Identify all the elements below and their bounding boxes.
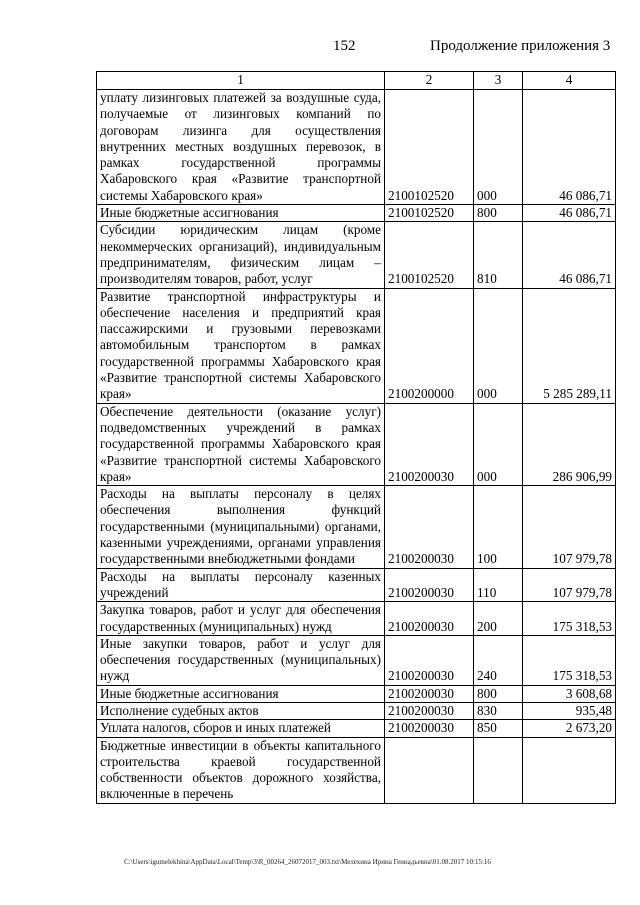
row-description: Расходы на выплаты персоналу в целях обеспечения выполнения функций государственными (муниципальными) органами, казенными учреждениями, органами управления государственными внебюджетными фондами <box>97 486 385 568</box>
row-target-code: 2100200030 <box>385 486 474 568</box>
row-expense-group: 110 <box>474 568 523 602</box>
row-description: Закупка товаров, работ и услуг для обеспечения государственных (муниципальных) нужд <box>97 602 385 636</box>
footer-file-path: C:\Users\igumelekhina\AppData\Local\Temp\3\R_00264_26072017_003.txt\Мелехина Ирина Геннадьевна\01.08.2017 10:15:16 <box>124 858 491 866</box>
row-target-code: 2100200030 <box>385 635 474 685</box>
row-description: Бюджетные инвестиции в объекты капитального строительства краевой государственной собственности объектов дорожного хозяйства, включенные в перечень <box>97 737 385 803</box>
row-description: Уплата налогов, сборов и иных платежей <box>97 720 385 737</box>
row-amount: 46 086,71 <box>523 90 616 205</box>
column-header-1: 1 <box>97 72 385 90</box>
row-amount: 5 285 289,11 <box>523 288 616 403</box>
appendix-caption: Продолжение приложения 3 <box>430 38 611 54</box>
row-amount: 175 318,53 <box>523 602 616 636</box>
row-target-code: 2100200030 <box>385 602 474 636</box>
row-description: Исполнение судебных актов <box>97 702 385 719</box>
row-expense-group: 000 <box>474 90 523 205</box>
table-row <box>97 222 616 288</box>
table-row <box>97 90 616 205</box>
row-amount <box>523 737 616 803</box>
row-target-code: 2100102520 <box>385 90 474 205</box>
row-amount: 175 318,53 <box>523 635 616 685</box>
table-row <box>97 486 616 568</box>
table-row <box>97 288 616 403</box>
column-header-2: 2 <box>385 72 474 90</box>
row-expense-group: 000 <box>474 403 523 485</box>
table-header-row <box>97 72 616 90</box>
column-header-3: 3 <box>474 72 523 90</box>
row-target-code: 2100200030 <box>385 403 474 485</box>
table-row <box>97 568 616 602</box>
row-target-code: 2100200030 <box>385 685 474 702</box>
row-description: Иные закупки товаров, работ и услуг для обеспечения государственных (муниципальных) нужд <box>97 635 385 685</box>
column-header-4: 4 <box>523 72 616 90</box>
row-expense-group: 800 <box>474 685 523 702</box>
row-target-code: 2100200030 <box>385 720 474 737</box>
row-expense-group: 800 <box>474 205 523 222</box>
row-description: Обеспечение деятельности (оказание услуг) подведомственных учреждений в рамках государственной программы Хабаровского края «Развитие транспортной системы Хабаровского края» <box>97 403 385 485</box>
row-target-code: 2100200030 <box>385 568 474 602</box>
table-row <box>97 403 616 485</box>
table-row <box>97 685 616 702</box>
row-amount: 2 673,20 <box>523 720 616 737</box>
row-amount: 46 086,71 <box>523 222 616 288</box>
page-number: 152 <box>333 38 356 54</box>
row-target-code: 2100102520 <box>385 205 474 222</box>
table-row <box>97 602 616 636</box>
row-expense-group: 100 <box>474 486 523 568</box>
row-expense-group: 850 <box>474 720 523 737</box>
row-expense-group <box>474 737 523 803</box>
row-description: Развитие транспортной инфраструктуры и обеспечение населения и предприятий края пассажирскими и грузовыми перевозками автомобильным транспортом в рамках государственной программы Хабаровского края «Развитие транспортной системы Хабаровского края» <box>97 288 385 403</box>
row-expense-group: 830 <box>474 702 523 719</box>
row-amount: 107 979,78 <box>523 568 616 602</box>
row-amount: 3 608,68 <box>523 685 616 702</box>
row-expense-group: 200 <box>474 602 523 636</box>
row-description: Иные бюджетные ассигнования <box>97 685 385 702</box>
row-amount: 286 906,99 <box>523 403 616 485</box>
row-target-code: 2100102520 <box>385 222 474 288</box>
table-row <box>97 205 616 222</box>
row-description: Иные бюджетные ассигнования <box>97 205 385 222</box>
row-amount: 107 979,78 <box>523 486 616 568</box>
row-amount: 46 086,71 <box>523 205 616 222</box>
table-row <box>97 720 616 737</box>
row-expense-group: 240 <box>474 635 523 685</box>
row-description: Субсидии юридическим лицам (кроме некоммерческих организаций), индивидуальным предпринимателям, физическим лицам – производителям товаров, работ, услуг <box>97 222 385 288</box>
budget-table <box>96 71 616 804</box>
row-expense-group: 810 <box>474 222 523 288</box>
table-row <box>97 635 616 685</box>
row-target-code <box>385 737 474 803</box>
row-target-code: 2100200030 <box>385 702 474 719</box>
row-description: Расходы на выплаты персоналу казенных учреждений <box>97 568 385 602</box>
row-target-code: 2100200000 <box>385 288 474 403</box>
row-amount: 935,48 <box>523 702 616 719</box>
row-description: уплату лизинговых платежей за воздушные суда, получаемые от лизинговых компаний по договорам лизинга для осуществления внутренних местных воздушных перевозок, в рамках государственной программы Хабаровского края «Развитие транспортной системы Хабаровского края» <box>97 90 385 205</box>
row-expense-group: 000 <box>474 288 523 403</box>
table-row <box>97 702 616 719</box>
table-row <box>97 737 616 803</box>
